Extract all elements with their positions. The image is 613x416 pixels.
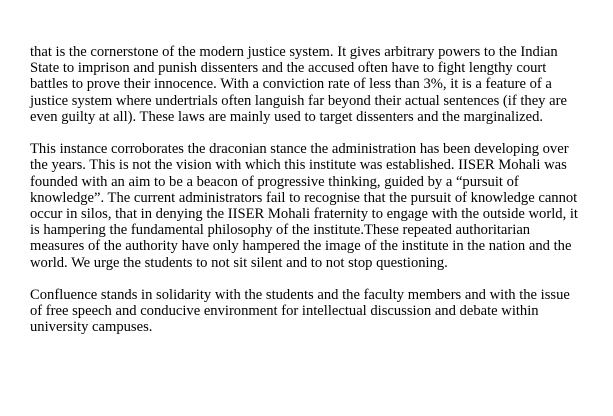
- text-line: State to imprison and punish dissenters and the accused often have to fight lengthy court: [30, 60, 547, 77]
- text-line: of free speech and conducive environment for intellectual discussion and debate within: [30, 303, 539, 320]
- text-line: that is the cornerstone of the modern justice system. It gives arbitrary powers to the Indian: [30, 44, 558, 60]
- text-line: justice system where undertrials often languish far beyond their actual sentences (if they are: [30, 92, 567, 109]
- text-line: world. We urge the students to not sit silent and to not stop questioning.: [30, 254, 448, 271]
- text-line: measures of the authority have only hampered the image of the institute in the nation and the: [30, 238, 572, 255]
- text-line: university campuses.: [30, 319, 153, 336]
- paragraph-3: [30, 287, 596, 336]
- text-line: founded with an aim to be a beacon of progressive thinking, guided by a “pursuit of: [30, 173, 519, 190]
- paragraph-1: [30, 44, 596, 125]
- text-line: Confluence stands in solidarity with the students and the faculty members and with the issue: [30, 287, 570, 304]
- text-line: occur in silos, that in denying the IISER Mohali fraternity to engage with the outside world, it: [30, 206, 578, 223]
- text-line: the years. This is not the vision with which this institute was established. IISER Mohali was: [30, 157, 567, 174]
- paragraph-2: [30, 141, 596, 271]
- text-line: is hampering the fundamental philosophy of the institute.These repeated authoritarian: [30, 222, 531, 239]
- text-line: even guilty at all). These laws are mainly used to target dissenters and the marginalized.: [30, 108, 544, 125]
- text-line: This instance corroborates the draconian stance the administration has been developing over: [30, 141, 569, 158]
- text-line: knowledge”. The current administrators fail to recognise that the pursuit of knowledge cannot: [30, 189, 578, 206]
- document-body: [30, 44, 596, 352]
- text-line: battles to prove their innocence. With a conviction rate of less than 3%, it is a feature of a: [30, 76, 552, 93]
